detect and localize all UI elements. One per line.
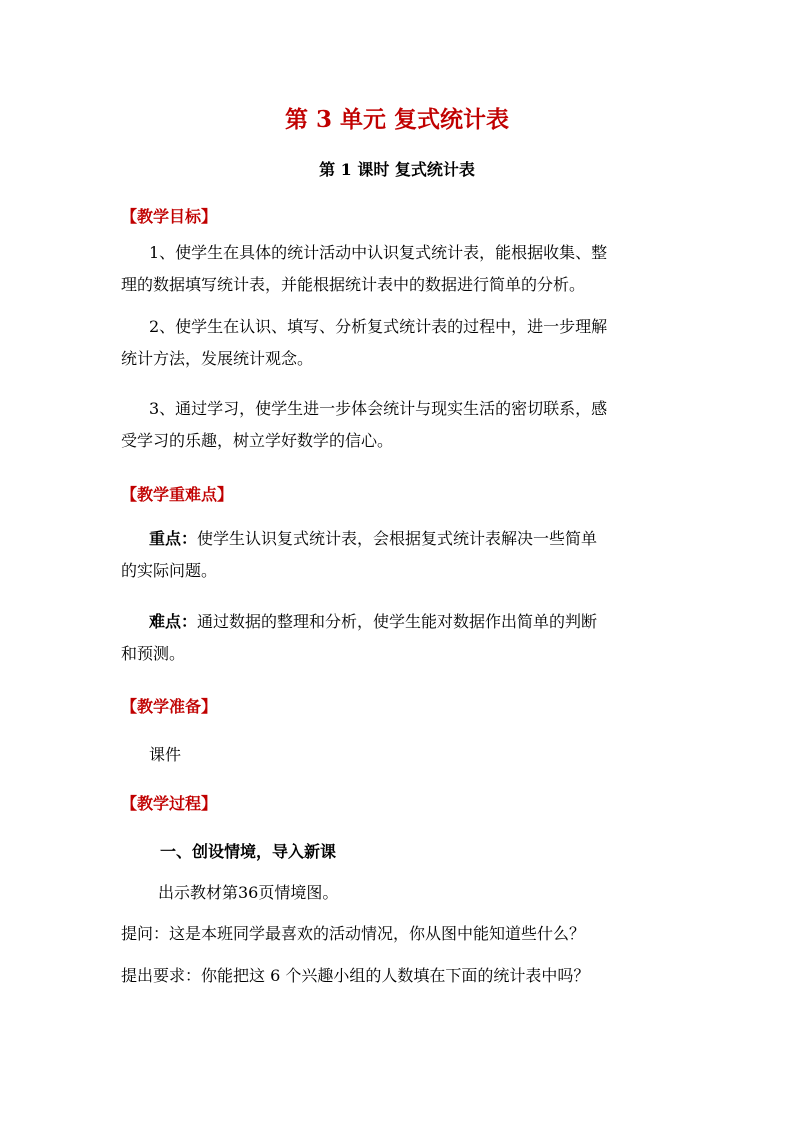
objective-3-line1: 3、通过学习，使学生进一步体会统计与现实生活的密切联系，感 [149, 399, 608, 418]
focus-label: 重点： [149, 529, 198, 548]
focus-paragraph [121, 523, 677, 587]
preparation-heading: 【教学准备】 [121, 697, 218, 716]
preparation-content: 课件 [149, 745, 182, 764]
difficulty-text-line2: 和预测。 [121, 644, 186, 663]
process-heading: 【教学过程】 [121, 794, 218, 813]
objective-item-3 [121, 393, 677, 457]
objective-3-line2: 受学习的乐趣，树立学好数学的信心。 [121, 431, 394, 450]
objective-item-2 [121, 311, 677, 375]
lesson-subtitle: 第 1 课时 复式统计表 [319, 160, 475, 179]
objectives-heading: 【教学目标】 [121, 207, 218, 226]
difficulty-text-line1: 通过数据的整理和分析，使学生能对数据作出简单的判断 [197, 612, 598, 631]
focus-text-line1: 使学生认识复式统计表，会根据复式统计表解决一些简单 [197, 529, 598, 548]
focus-text-line2: 的实际问题。 [121, 561, 218, 580]
process-line-1: 出示教材第36页情境图。 [158, 883, 339, 902]
objective-item-1 [121, 237, 677, 301]
difficulty-paragraph [121, 606, 677, 670]
objective-2-line2: 统计方法，发展统计观念。 [121, 349, 314, 368]
objective-2-line1: 2、使学生在认识、填写、分析复式统计表的过程中，进一步理解 [149, 317, 608, 336]
objective-1-line1: 1、使学生在具体的统计活动中认识复式统计表，能根据收集、整 [149, 243, 608, 262]
unit-title: 第 3 单元 复式统计表 [284, 106, 510, 133]
key-points-heading: 【教学重难点】 [121, 485, 234, 504]
difficulty-label: 难点： [149, 612, 198, 631]
process-line-3: 提出要求：你能把这 6 个兴趣小组的人数填在下面的统计表中吗？ [121, 966, 590, 985]
process-section-1: 一、创设情境，导入新课 [160, 842, 337, 861]
process-line-2: 提问：这是本班同学最喜欢的活动情况，你从图中能知道些什么？ [121, 924, 586, 943]
objective-1-line2: 理的数据填写统计表，并能根据统计表中的数据进行简单的分析。 [121, 275, 586, 294]
